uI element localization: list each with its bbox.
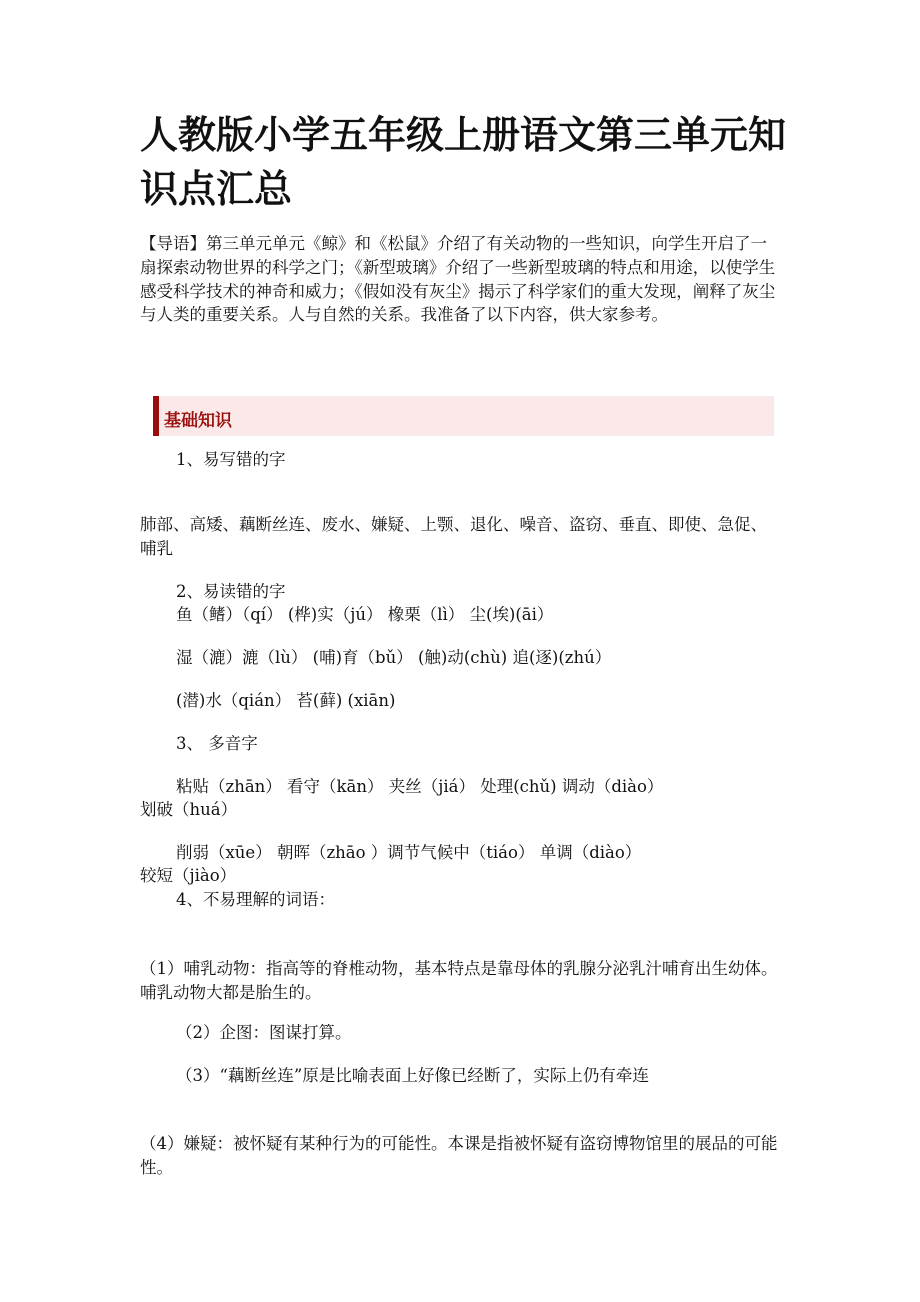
definition-3: （3）“藕断丝连”原是比喻表面上好像已经断了，实际上仍有牵连 <box>176 1066 649 1085</box>
definition-4: （4）嫌疑：被怀疑有某种行为的可能性。本课是指被怀疑有盗窃博物馆里的展品的可能性。 <box>140 1134 778 1177</box>
polyphonic-line-1-cont: 划破（huá） <box>140 800 238 819</box>
polyphonic-line-1: 粘贴（zhān） 看守（kān） 夹丝（jiá） 处理(chǔ) 调动（diào） <box>176 777 664 796</box>
heading-easy-misread: 2、易读错的字 <box>176 582 286 601</box>
definition-1: （1）哺乳动物：指高等的脊椎动物，基本特点是靠母体的乳腺分泌乳汁哺育出生幼体。哺乳动物大都是胎生的。 <box>140 959 778 1002</box>
heading-easy-miswritten: 1、易写错的字 <box>176 450 286 469</box>
section-header <box>153 396 774 436</box>
section-title: 基础知识 <box>164 411 232 431</box>
section-accent-bar <box>153 396 159 436</box>
misread-line-1: 鱼（鳍）（qí） (桦)实（jú） 橡栗（lì） 尘(埃)(āi） <box>176 605 554 624</box>
heading-polyphonic: 3、 多音字 <box>176 734 258 753</box>
easy-miswritten-words: 肺部、高矮、藕断丝连、废水、嫌疑、上颚、退化、噪音、盗窃、垂直、即使、急促、哺乳 <box>140 515 767 558</box>
polyphonic-line-2-cont: 较短（jiào） <box>140 866 237 885</box>
definition-2: （2）企图：图谋打算。 <box>176 1023 352 1042</box>
intro-paragraph: 【导语】第三单元单元《鲸》和《松鼠》介绍了有关动物的一些知识，向学生开启了一扇探索动物世界的科学之门；《新型玻璃》介绍了一些新型玻璃的特点和用途，以使学生感受科学技术的神奇和威力；《假如没有灰尘》揭示了科学家们的重大发现，阐释了灰尘与人类的重要关系。人与自然的关系。我准备了以下内容，供大家参考。 <box>140 234 776 325</box>
page-title: 人教版小学五年级上册语文第三单元知识点汇总 <box>140 113 787 211</box>
misread-line-2: 湿（漉）漉（lù） (哺)育（bǔ） (触)动(chù) 追(逐)(zhú） <box>176 648 612 667</box>
polyphonic-line-2: 削弱（xūe） 朝晖（zhāo ）调节气候中（tiáo） 单调（diào） <box>176 843 642 862</box>
misread-line-3: (潜)水（qián） 苔(藓) (xiān) <box>176 691 396 710</box>
heading-difficult-words: 4、不易理解的词语： <box>176 890 335 909</box>
